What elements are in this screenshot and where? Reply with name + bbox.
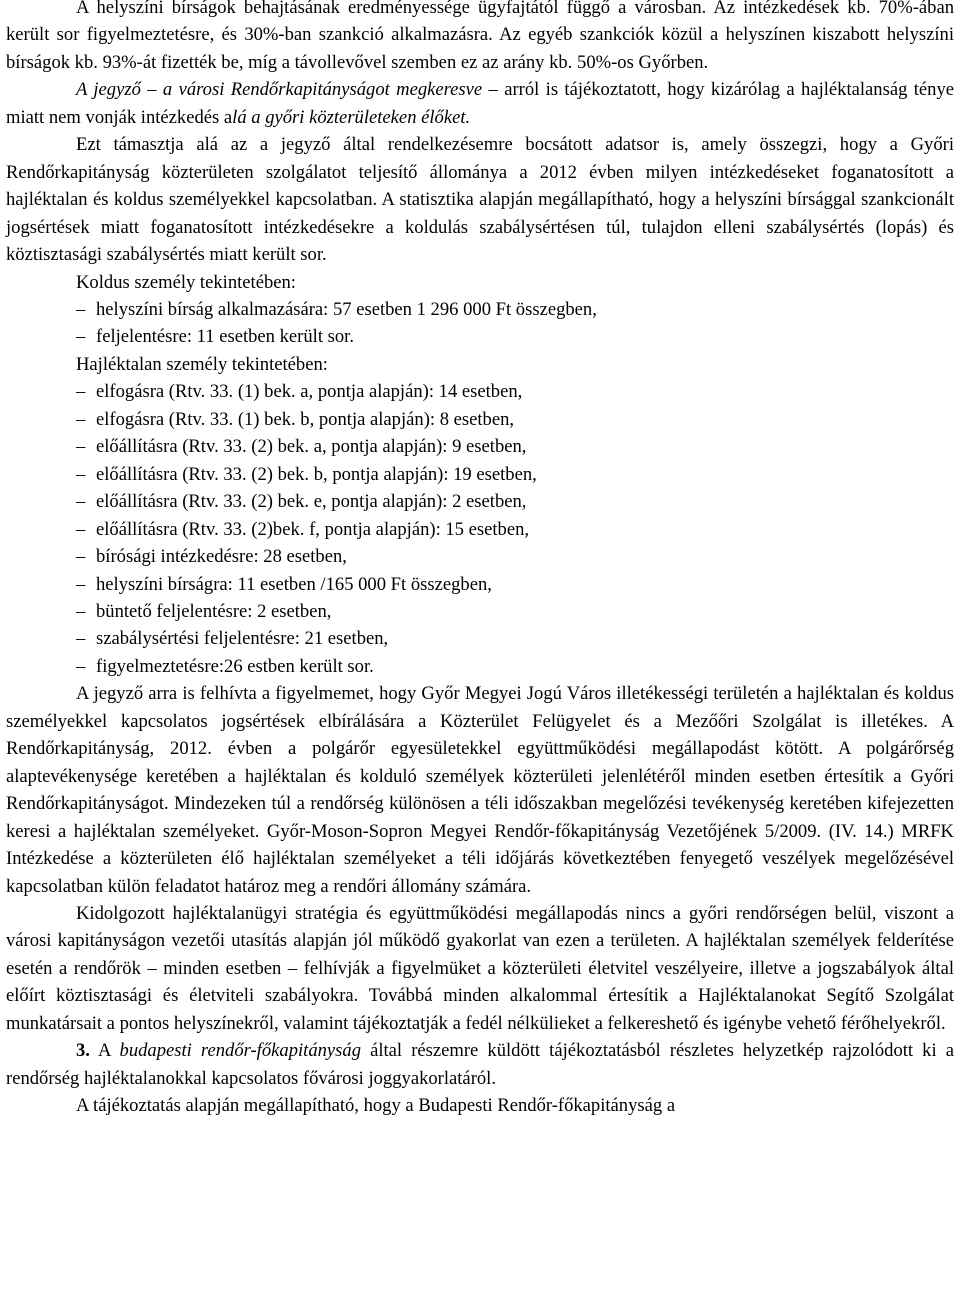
paragraph-budapest-findings: A tájékoztatás alapján megállapítható, hogy a Budapesti Rendőr-főkapitányság a (76, 1095, 676, 1117)
paragraph-text: által részemre küldött tájékoztatásból részletes helyzetkép rajzolódott ki a rendőrség hajléktalanokkal kapcsolatos fővárosi joggyakorlatáról. (6, 1040, 954, 1089)
list-item-text: előállításra (Rtv. 33. (2) bek. b, pontja alapján): 19 esetben, (96, 463, 537, 485)
italic-notary-phrase: A jegyző – a városi Rendőrkapitányságot megkeresve – (76, 79, 498, 101)
list-item (6, 433, 954, 460)
dash-bullet: – (76, 298, 86, 320)
dash-bullet: – (76, 600, 86, 622)
list-item-text: előállításra (Rtv. 33. (2) bek. a, pontja alapján): 9 esetben, (96, 436, 527, 458)
heading-beggar-persons: Koldus személy tekintetében: (76, 271, 296, 293)
dash-bullet: – (76, 408, 86, 430)
paragraph-strategy: Kidolgozott hajléktalanügyi stratégia és együttműködési megállapodás nincs a győri rendőrségen belül, viszont a városi kapitányságon vezetői utasítás alapján jól működő gyakorlat van ezen a területen. A hajléktalan személyek felderítése esetén a rendőrök – minden esetben – felhívják a figyelmüket a közterületi életvitel veszélyeire, illetve a jogszabályok által előírt köztisztasági és életviteli szabályokra. Továbbá minden alkalommal értesítik a Hajléktalanokat Segítő Szolgálat munkatársait a pontos helyszínekről, valamint tájékoztatják a fedél nélkülieket a felkereshető és igénybe vehető férőhelyekről. (6, 902, 954, 1034)
list-item-text: büntető feljelentésre: 2 esetben, (96, 600, 332, 622)
paragraph-notary-police-inquiry (6, 76, 954, 131)
list-item-text: előállításra (Rtv. 33. (2) bek. e, pontja alapján): 2 esetben, (96, 491, 527, 513)
list-item (6, 488, 954, 515)
list-item (6, 461, 954, 488)
dash-bullet: – (76, 573, 86, 595)
dash-bullet: – (76, 628, 86, 650)
italic-budapest-police: budapesti rendőr-főkapitányság (119, 1040, 361, 1062)
dash-bullet: – (76, 655, 86, 677)
list-item-text: elfogásra (Rtv. 33. (1) bek. b, pontja alapján): 8 esetben, (96, 408, 515, 430)
list-item (6, 516, 954, 543)
list-item (6, 543, 954, 570)
list-item-text: elfogásra (Rtv. 33. (1) bek. a, pontja alapján): 14 esetben, (96, 381, 523, 403)
paragraph-budapest-police (6, 1037, 954, 1092)
list-item-text: feljelentésre: 11 esetben került sor. (96, 326, 354, 348)
list-item-text: előállításra (Rtv. 33. (2)bek. f, pontja alapján): 15 esetben, (96, 518, 530, 540)
paragraph-jurisdiction: A jegyző arra is felhívta a figyelmemet, hogy Győr Megyei Jogú Város illetékességi területén a hajléktalan és koldus személyekkel kapcsolatos jogsértések elbírálására a Közterület Felügyelet és a Mezőőri Szolgálat is illetékes. A Rendőrkapitányság, 2012. évben a polgárőr egyesületekkel együttműködési megállapodást kötött. A polgárőrség alaptevékenysége keretében a hajléktalan és kolduló személyek közterületi jelenlétéről minden esetben értesítik a Győri Rendőrkapitányságot. Mindezeken túl a rendőrség különösen a téli időszakban megelőzési tevékenység keretében kifejezetten keresi a hajléktalan személyeket. Győr-Moson-Sopron Megyei Rendőr-főkapitányság Vezetőjének 5/2009. (IV. 14.) MRFK Intézkedése a közterületen élő hajléktalan személyeket a téli időjárás következtében fenyegető veszélyek megelőzésével kapcsolatban külön feladatot határoz meg a rendőri állomány számára. (6, 683, 954, 897)
dash-bullet: – (76, 463, 86, 485)
list-item-text: bírósági intézkedésre: 28 esetben, (96, 546, 347, 568)
list-item-text: szabálysértési feljelentésre: 21 esetben, (96, 628, 389, 650)
paragraph-fines-enforcement: A helyszíni bírságok behajtásának eredményessége ügyfajtától függő a városban. Az intézkedések kb. 70%-ában került sor figyelmeztetésre, és 30%-ban szankció alkalmazásra. Az egyéb szankciók közül a helyszínen kiszabott helyszíni bírságok kb. 93%-át fizették be, míg a távollevővel szemben ez az arány kb. 50%-os Győrben. (6, 0, 954, 73)
list-item (6, 323, 954, 350)
dash-bullet: – (76, 491, 86, 513)
dash-bullet: – (76, 546, 86, 568)
homeless-measures-list (6, 378, 954, 680)
list-item (6, 296, 954, 323)
beggar-measures-list (6, 296, 954, 351)
list-item (6, 571, 954, 598)
dash-bullet: – (76, 436, 86, 458)
paragraph-text: arról is tájékoztatott, hogy kizárólag a hajléktalanság ténye miatt nem vonják intézkedés a (6, 79, 955, 128)
list-item (6, 653, 954, 680)
list-item-text: helyszíni bírságra: 11 esetben /165 000 Ft összegben, (96, 573, 492, 595)
italic-public-spaces-phrase: lá a győri közterületeken élőket. (232, 106, 471, 128)
dash-bullet: – (76, 518, 86, 540)
list-item-text: figyelmeztetésre:26 estben került sor. (96, 655, 374, 677)
dash-bullet: – (76, 326, 86, 348)
list-item (6, 625, 954, 652)
list-item (6, 598, 954, 625)
list-item (6, 378, 954, 405)
paragraph-text: A (89, 1040, 120, 1062)
list-item-text: helyszíni bírság alkalmazására: 57 esetben 1 296 000 Ft összegben, (96, 298, 597, 320)
list-item (6, 406, 954, 433)
paragraph-dataset-summary: Ezt támasztja alá az a jegyző által rendelkezésemre bocsátott adatsor is, amely összegzi, hogy a Győri Rendőrkapitányság közterületen szolgálatot teljesítő állománya a 2012 évben milyen intézkedéseket foganatosított a hajléktalan és koldus személyekkel kapcsolatban. A statisztika alapján megállapítható, hogy a helyszíni bírsággal szankcionált jogsértések miatt foganatosított intézkedésekre a koldulás szabálysértésen túl, tulajdon elleni szabálysértés (lopás) és köztisztasági szabálysértés miatt került sor. (6, 134, 954, 266)
dash-bullet: – (76, 381, 86, 403)
heading-homeless-persons: Hajléktalan személy tekintetében: (76, 353, 328, 375)
section-number: 3. (76, 1040, 90, 1062)
